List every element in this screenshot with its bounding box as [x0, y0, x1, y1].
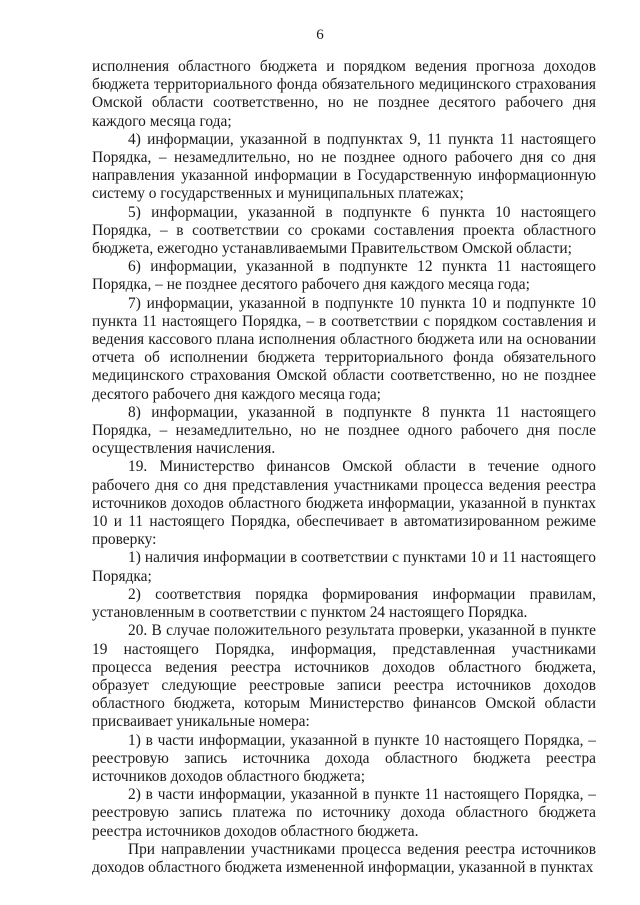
- page-number: 6: [316, 27, 324, 43]
- paragraph: 20. В случае положительного результата проверки, указанной в пункте 19 настоящего Порядка, информация, представленная участниками процесса ведения реестра источников доходов областного бюджета, образует следующие реестровые записи реестра источников доходов областного бюджета, которым Министерство финансов Омской области присваивает уникальные номера:: [92, 622, 596, 731]
- paragraph: исполнения областного бюджета и порядком ведения прогноза доходов бюджета территориального фонда обязательного медицинского страхования Омской области соответственно, но не позднее десятого рабочего дня каждого месяца года;: [92, 58, 596, 130]
- paragraph: 2) в части информации, указанной в пункте 11 настоящего Порядка, – реестровую запись платежа по источнику дохода областного бюджета реестра источников доходов областного бюджета.: [92, 786, 596, 840]
- paragraph: 6) информации, указанной в подпункте 12 пункта 11 настоящего Порядка, – не позднее десятого рабочего дня каждого месяца года;: [92, 258, 596, 294]
- paragraph: 1) в части информации, указанной в пункте 10 настоящего Порядка, – реестровую запись источника дохода областного бюджета реестра источников доходов областного бюджета;: [92, 731, 596, 785]
- paragraph: 2) соответствия порядка формирования информации правилам, установленным в соответствии с пунктом 24 настоящего Порядка.: [92, 585, 596, 622]
- paragraph: 7) информации, указанной в подпункте 10 пункта 10 и подпункте 10 пункта 11 настоящего Порядка, – в соответствии с порядком составления и ведения кассового плана исполнения областного бюджета или на основании отчета об исполнении бюджета территориального фонда обязательного медицинского страхования Омской области соответственно, но не позднее десятого рабочего дня каждого месяца года;: [92, 294, 596, 403]
- paragraph: При направлении участниками процесса ведения реестра источников доходов областного бюджета измененной информации, указанной в пунктах: [92, 840, 596, 876]
- paragraph: 1) наличия информации в соответствии с пунктами 10 и 11 настоящего Порядка;: [92, 549, 596, 585]
- paragraph: 19. Министерство финансов Омской области в течение одного рабочего дня со дня представления участниками процесса ведения реестра источников доходов областного бюджета информации, указанной в пунктах 10 и 11 настоящего Порядка, обеспечивает в автоматизированном режиме проверку:: [92, 458, 596, 549]
- paragraph: 4) информации, указанной в подпунктах 9, 11 пункта 11 настоящего Порядка, – незамедлительно, но не позднее одного рабочего дня со дня направления указанной информации в Государственную информационную систему о государственных и муниципальных платежах;: [92, 130, 596, 203]
- document-body: [92, 58, 596, 877]
- paragraph: 8) информации, указанной в подпункте 8 пункта 11 настоящего Порядка, – незамедлительно, но не позднее одного рабочего дня после осуществления начисления.: [92, 403, 596, 458]
- paragraph: 5) информации, указанной в подпункте 6 пункта 10 настоящего Порядка, – в соответствии со сроками составления проекта областного бюджета, ежегодно устанавливаемыми Правительством Омской области;: [92, 203, 596, 258]
